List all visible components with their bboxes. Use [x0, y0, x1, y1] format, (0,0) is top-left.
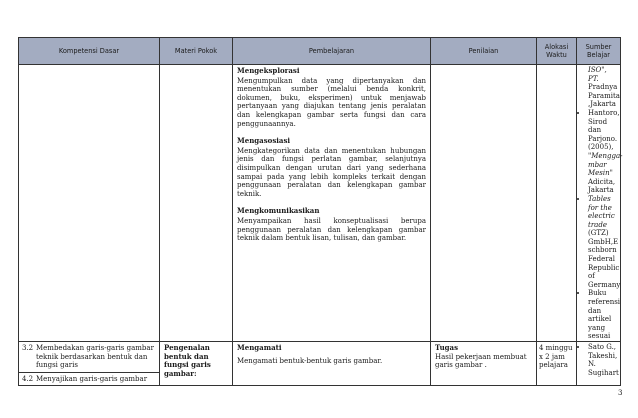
mengasosiasi-title: Mengasosiasi	[237, 136, 291, 146]
mengkomunikasikan-title: Mengkomunikasikan	[237, 206, 320, 216]
kd-item-4-2	[19, 372, 159, 386]
source-line: dan	[588, 306, 602, 315]
source-line: Parjono.	[588, 134, 618, 143]
source-line: Sirod	[588, 117, 608, 126]
source-item-tables	[588, 194, 621, 290]
header-alokasi-waktu: Alokasi Waktu	[537, 38, 577, 65]
tugas-text: Hasil pekerjaan membuat garis gambar .	[435, 352, 527, 370]
sumber-belajar-cell	[577, 342, 621, 386]
source-line: for the	[588, 203, 612, 212]
source-line: ,Jakarta	[588, 100, 616, 109]
source-line: referensi	[588, 298, 621, 307]
source-line: • Hantoro,	[588, 108, 620, 117]
mengasosiasi-text: Mengkategorikan data dan menentukan hubungan jenis dan fungsi perlatan gambar, selanjutnya disimpulkan dengan urutan dari yang sederhana sampai pada yang lebih kompleks terkait dengan penggunaan peralatan dan kelengkapan gambar teknik.	[237, 146, 426, 198]
source-line: Pradnya	[588, 83, 618, 92]
source-line: • Sato G.,	[588, 343, 617, 351]
source-line: dan	[588, 126, 602, 135]
kd-number: 3.2	[22, 344, 34, 352]
source-line: Tables	[588, 194, 611, 203]
mengamati-title: Mengamati	[237, 343, 282, 352]
source-line: (GTZ)	[588, 229, 609, 238]
source-line: electric	[588, 212, 615, 221]
source-line: ISO", PT.	[588, 66, 607, 83]
header-kompetensi-dasar: Kompetensi Dasar	[19, 38, 160, 65]
source-line: trade	[588, 220, 607, 229]
source-item-sato	[588, 343, 618, 377]
table-header-row	[19, 38, 621, 65]
source-line: Takeshi,	[588, 351, 618, 360]
lesson-plan-table	[18, 37, 621, 386]
alokasi-text: 4 minggu x 2 jam pelajara	[539, 344, 573, 370]
mengamati-text: Mengamati bentuk-bentuk garis gambar.	[237, 356, 383, 365]
source-line: GmbH,E	[588, 237, 619, 246]
mengeksplorasi-title: Mengeksplorasi	[237, 66, 300, 75]
source-line: Sugihart	[588, 368, 619, 377]
table-row	[19, 65, 621, 342]
pembelajaran-cell	[233, 65, 431, 342]
source-line: • Buku	[588, 289, 607, 298]
tugas-title: Tugas	[435, 343, 459, 352]
source-line: artikel	[588, 315, 612, 324]
source-line: mbar	[588, 160, 607, 169]
source-line: Paramita	[588, 91, 620, 100]
materi-cell-empty	[160, 65, 233, 342]
source-item-buku	[588, 289, 621, 341]
source-line: (2005),	[588, 143, 614, 152]
source-line: Jakarta	[588, 186, 614, 195]
source-line: Mesin"	[588, 169, 613, 178]
source-line: N.	[588, 360, 596, 369]
kd-text: Membedakan garis-garis gambar teknik berdasarkan bentuk dan fungsi garis	[36, 344, 154, 369]
source-line: of	[588, 272, 595, 281]
header-pembelajaran: Pembelajaran	[233, 38, 431, 65]
sumber-belajar-cell	[577, 65, 621, 342]
header-penilaian: Penilaian	[431, 38, 537, 65]
source-line: Republic	[588, 263, 620, 272]
source-item-hantoro	[588, 108, 623, 195]
kd-text: Menyajikan garis-garis gambar	[36, 374, 148, 383]
source-line: Federal	[588, 255, 615, 264]
pembelajaran-cell	[233, 342, 431, 386]
kd-item-3-2	[19, 342, 159, 372]
materi-text: Pengenalan bentuk dan fungsi garis gambar:	[164, 343, 211, 378]
kompetensi-dasar-cell	[19, 342, 160, 386]
alokasi-waktu-cell	[537, 342, 577, 386]
mengkomunikasikan-text: Menyampaikan hasil konseptualisasi berupa penggunaan peralatan dan kelengkapan gambar teknik dalam bentuk lisan, tulisan, dan gambar.	[237, 216, 426, 243]
alokasi-cell-empty	[537, 65, 577, 342]
kompetensi-cell-empty	[19, 65, 160, 342]
source-line: "Mengga-	[588, 151, 623, 160]
page-number: 3	[618, 389, 623, 397]
header-materi-pokok: Materi Pokok	[160, 38, 233, 65]
kd-number: 4.2	[22, 374, 34, 383]
source-line: sesuai	[588, 332, 611, 341]
penilaian-cell	[431, 342, 537, 386]
penilaian-cell-empty	[431, 65, 537, 342]
header-sumber-belajar: Sumber Belajar	[577, 38, 621, 65]
table-row	[19, 342, 621, 386]
source-line: Germany	[588, 280, 621, 289]
source-line: yang	[588, 323, 606, 332]
materi-pokok-cell	[160, 342, 233, 386]
source-line: schborn	[588, 246, 617, 255]
mengeksplorasi-text: Mengumpulkan data yang dipertanyakan dan menentukan sumber (melalui benda konkrit, dokumen, buku, eksperimen) untuk menjawab pertanyaan yang diajukan tentang jenis peralatan dan kelengkapan gambar serta fungsi dan cara penggunaannya.	[237, 76, 426, 128]
source-line: Adicita,	[588, 177, 616, 186]
